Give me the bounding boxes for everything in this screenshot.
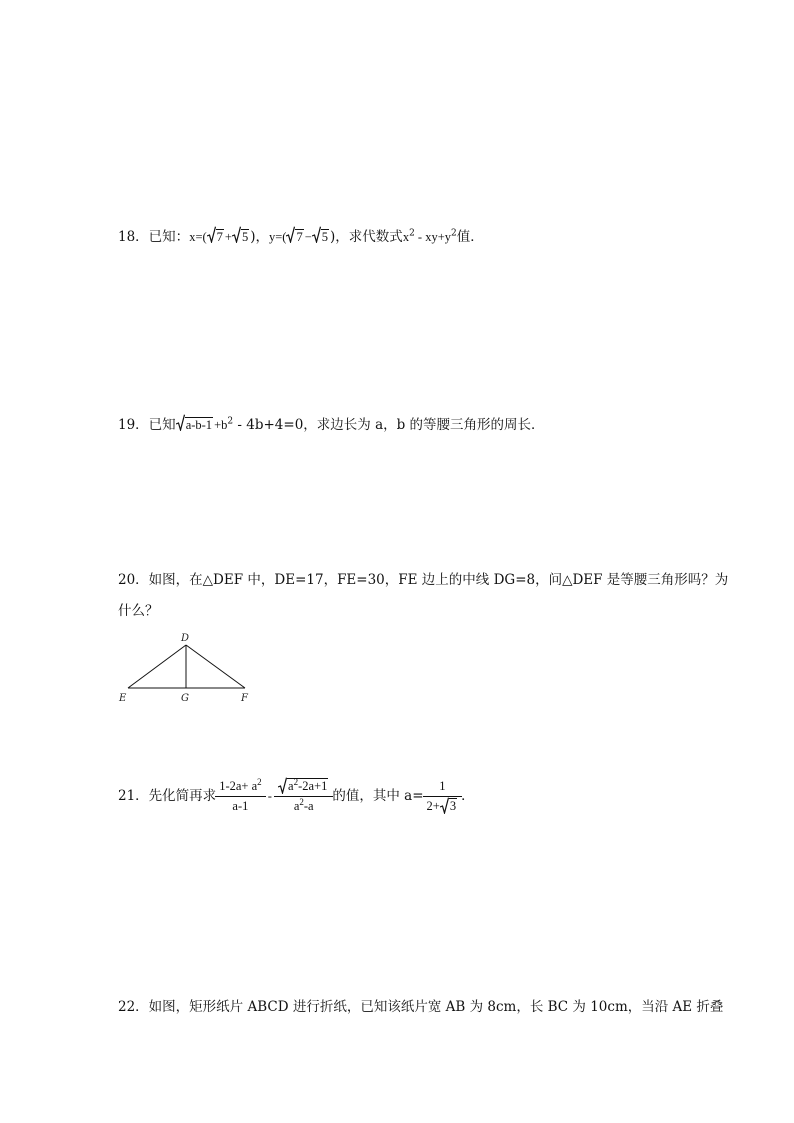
question-19 [118,415,545,435]
fraction-1-denominator: a-1 [215,796,265,815]
fraction-1-numerator [217,778,263,796]
q18-expr-b: - xy+y [414,230,452,244]
sqrt-numerator [278,778,328,795]
exponent: 2 [257,776,262,787]
radicand: 5 [321,230,329,244]
question-21 [118,778,475,815]
denominator-b: -a [303,799,314,813]
q21-op: - [264,789,276,803]
exponent: 2 [299,796,304,807]
q18-plus: + [224,230,232,244]
sqrt-7-a [207,227,224,247]
q18-close1: )， [250,229,269,245]
denominator-a: 2+ [426,799,440,813]
fraction-1 [217,778,263,815]
exponent: 2 [451,228,457,239]
label-e: E [119,693,127,704]
radical-sign-icon [286,226,295,243]
radical-sign-icon [440,797,449,814]
q18-tail: 值． [456,229,484,245]
radical-sign-icon [278,777,287,794]
label-g: G [181,693,189,704]
q19-mid: +b [214,418,228,432]
radicand-b: -2a+1 [298,779,328,793]
radicand: 7 [296,230,303,244]
radicand: a-b-1 [185,418,213,432]
sqrt-a-b-1 [176,415,213,435]
fraction-3 [425,778,461,815]
radicand [287,778,328,794]
radical-sign-icon [312,226,321,243]
fraction-2-numerator [276,778,331,796]
question-22: 22．如图，矩形纸片 ABCD 进行折纸，已知该纸片宽 AB 为 8cm，长 BC 为 10cm，当沿 AE 折叠 [118,999,724,1015]
question-18 [118,227,484,247]
side-df [186,645,245,688]
fraction-2-denominator [274,796,333,815]
denominator-a: a [293,799,300,813]
q19-lead: 19．已知 [118,417,176,433]
sqrt-5-b [312,227,329,247]
radicand: 3 [449,799,457,813]
fraction-2 [276,778,331,815]
exponent: 2 [227,416,234,427]
q21-mid: 的值，其中 a= [332,788,424,804]
sqrt-3 [440,798,457,815]
q21-lead: 21．先化简再求 [118,788,217,804]
fraction-3-numerator: 1 [439,779,446,793]
label-d: D [181,633,190,644]
exponent: 2 [409,228,415,239]
label-f: F [241,693,248,704]
q19-after: - 4b+4=0，求边长为 a，b 的等腰三角形的周长． [233,417,545,433]
triangle-def-figure [118,628,258,708]
question-20-line-2: 什么？ [118,603,159,619]
sqrt-5-a [232,227,249,247]
radical-sign-icon [232,226,241,243]
q18-close2: )，求代数式 [330,229,403,245]
q18-x-eq: x=( [189,230,207,244]
q18-y-eq: y=( [269,230,287,244]
side-de [128,645,186,688]
q18-expr-a: x [402,230,410,244]
radical-sign-icon [207,226,216,243]
sqrt-7-b [286,227,303,247]
radical-sign-icon [176,414,185,431]
radicand: 5 [241,230,249,244]
radicand-a: a [288,779,294,793]
fraction-3-denominator [423,796,463,815]
question-20-line-1: 20．如图，在△DEF 中，DE=17，FE=30，FE 边上的中线 DG=8，问△DEF 是等腰三角形吗？为 [118,572,729,588]
q18-lead: 18．已知： [118,229,190,245]
exponent: 2 [293,776,299,787]
q21-end: ． [461,788,475,804]
radicand: 7 [216,230,223,244]
numerator-text: 1-2a+ a [219,779,258,793]
q18-minus: − [304,230,312,244]
